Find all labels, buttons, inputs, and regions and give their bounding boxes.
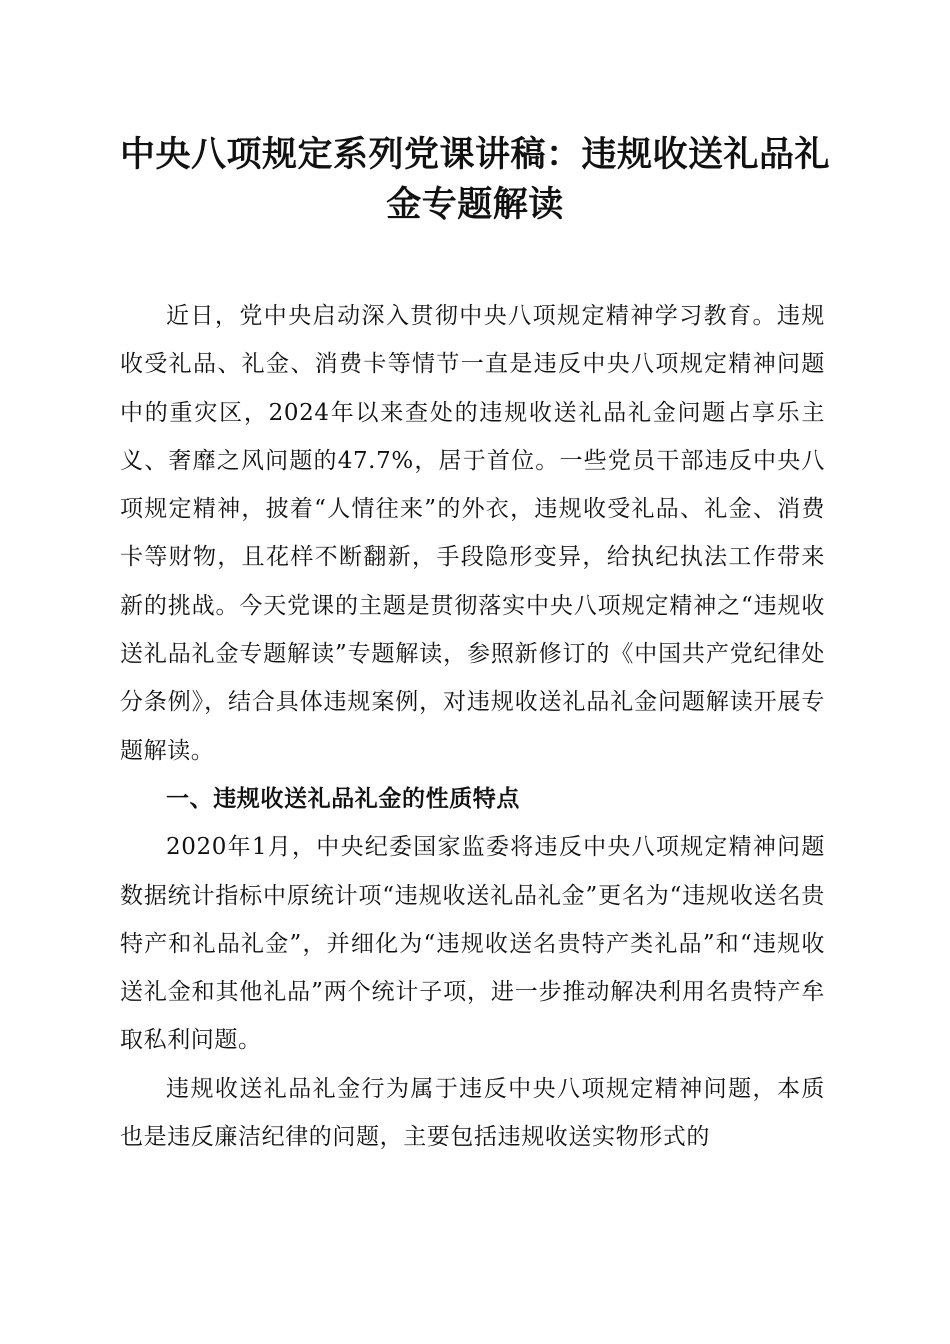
document-body xyxy=(120,292,825,1161)
intro-paragraph: 近日，党中央启动深入贯彻中央八项规定精神学习教育。违规收受礼品、礼金、消费卡等情节一直是违反中央八项规定精神问题中的重灾区，2024年以来查处的违规收送礼品礼金问题占享乐主义、奢靡之风问题的47.7%，居于首位。一些党员干部违反中央八项规定精神，披着“人情往来”的外衣，违规收受礼品、礼金、消费卡等财物，且花样不断翻新，手段隐形变异，给执纪执法工作带来新的挑战。今天党课的主题是贯彻落实中央八项规定精神之“违规收送礼品礼金专题解读”专题解读，参照新修订的《中国共产党纪律处分条例》，结合具体违规案例，对违规收送礼品礼金问题解读开展专题解读。 xyxy=(120,303,825,764)
body-paragraph-2020: 2020年1月，中央纪委国家监委将违反中央八项规定精神问题数据统计指标中原统计项“违规收送礼品礼金”更名为“违规收送名贵特产和礼品礼金”，并细化为“违规收送名贵特产类礼品”和“违规收送礼金和其他礼品”两个统计子项，进一步推动解决利用名贵特产牟取私利问题。 xyxy=(120,834,825,1054)
body-paragraph-nature: 违规收送礼品礼金行为属于违反中央八项规定精神问题，本质也是违反廉洁纪律的问题，主要包括违规收送实物形式的 xyxy=(120,1075,825,1151)
document-title: 中央八项规定系列党课讲稿：违规收送礼品礼金专题解读 xyxy=(119,134,830,225)
section-heading: 一、违规收送礼品礼金的性质特点 xyxy=(166,785,520,812)
